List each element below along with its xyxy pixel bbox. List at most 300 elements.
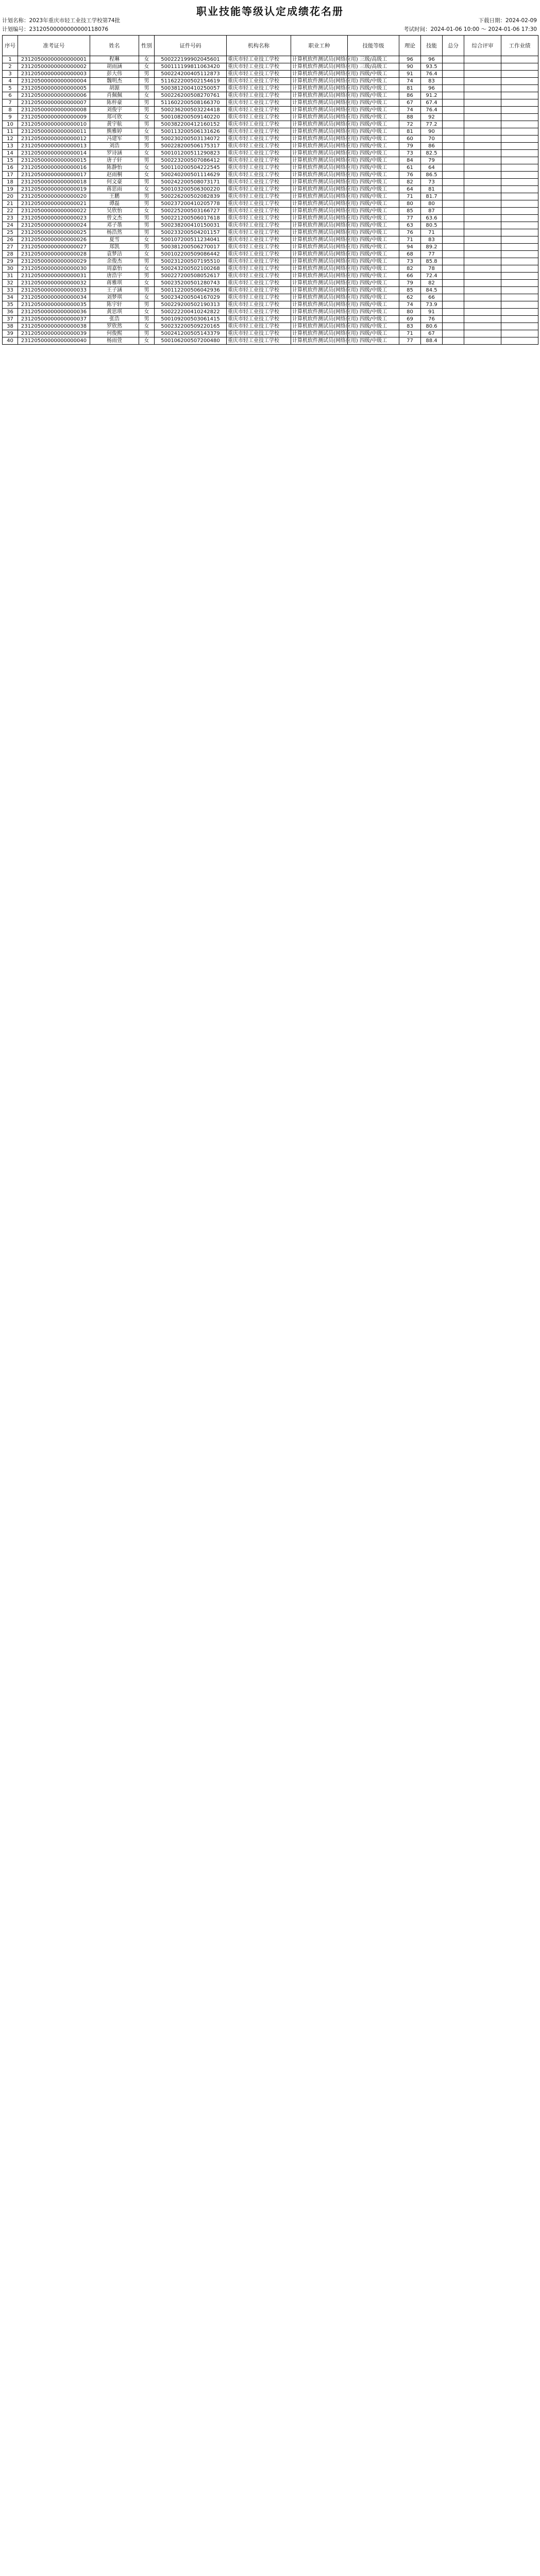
skill-level-cell: 四级/中级工	[348, 258, 399, 265]
theory-score-cell: 64	[399, 186, 421, 193]
total-score-cell	[443, 99, 464, 107]
skill-score-cell: 91.2	[421, 92, 443, 99]
institution-cell: 重庆市轻工业技工学校	[227, 85, 291, 92]
exam-number-cell: 23120500000000000012	[18, 135, 90, 143]
exam-time-line	[403, 26, 537, 33]
column-header: 职业工种	[291, 36, 348, 56]
id-number-cell: 500101200511290823	[155, 150, 227, 157]
occupation-cell: 计算机软件测试员(网络应用)	[291, 56, 348, 63]
gender-cell: 女	[139, 56, 155, 63]
skill-score-cell: 84.5	[421, 287, 443, 294]
skill-score-cell: 76.4	[421, 71, 443, 78]
comprehensive-review-cell	[464, 236, 501, 244]
work-performance-cell	[501, 215, 538, 222]
row-index-cell: 36	[3, 309, 18, 316]
skill-score-cell: 66	[421, 294, 443, 301]
institution-cell: 重庆市轻工业技工学校	[227, 164, 291, 172]
skill-level-cell: 四级/中级工	[348, 222, 399, 229]
occupation-cell: 计算机软件测试员(网络应用)	[291, 244, 348, 251]
exam-number-cell: 23120500000000000028	[18, 251, 90, 258]
comprehensive-review-cell	[464, 85, 501, 92]
work-performance-cell	[501, 157, 538, 164]
download-date-line	[478, 17, 537, 24]
work-performance-cell	[501, 143, 538, 150]
row-index-cell: 26	[3, 236, 18, 244]
row-index-cell: 2	[3, 63, 18, 71]
institution-cell: 重庆市轻工业技工学校	[227, 208, 291, 215]
occupation-cell: 计算机软件测试员(网络应用)	[291, 215, 348, 222]
name-cell: 唐浩宇	[90, 273, 139, 280]
table-row	[3, 71, 538, 78]
table-row	[3, 265, 538, 273]
exam-number-cell: 23120500000000000003	[18, 71, 90, 78]
gender-cell: 女	[139, 150, 155, 157]
table-header	[3, 36, 538, 56]
institution-cell: 重庆市轻工业技工学校	[227, 280, 291, 287]
work-performance-cell	[501, 294, 538, 301]
work-performance-cell	[501, 186, 538, 193]
occupation-cell: 计算机软件测试员(网络应用)	[291, 150, 348, 157]
exam-number-cell: 23120500000000000039	[18, 330, 90, 337]
id-number-cell: 500113200506131626	[155, 128, 227, 135]
exam-number-cell: 23120500000000000006	[18, 92, 90, 99]
gender-cell: 女	[139, 164, 155, 172]
comprehensive-review-cell	[464, 280, 501, 287]
skill-level-cell: 四级/中级工	[348, 229, 399, 236]
row-index-cell: 21	[3, 200, 18, 208]
table-row	[3, 186, 538, 193]
skill-level-cell: 四级/中级工	[348, 265, 399, 273]
theory-score-cell: 71	[399, 236, 421, 244]
skill-level-cell: 四级/中级工	[348, 164, 399, 172]
name-cell: 郑凯	[90, 244, 139, 251]
id-number-cell: 500236200503224418	[155, 107, 227, 114]
exam-number-cell: 23120500000000000011	[18, 128, 90, 135]
theory-score-cell: 81	[399, 128, 421, 135]
id-number-cell: 500227200508052617	[155, 273, 227, 280]
skill-level-cell: 四级/中级工	[348, 316, 399, 323]
comprehensive-review-cell	[464, 63, 501, 71]
exam-number-cell: 23120500000000000024	[18, 222, 90, 229]
institution-cell: 重庆市轻工业技工学校	[227, 107, 291, 114]
total-score-cell	[443, 179, 464, 186]
skill-level-cell: 四级/中级工	[348, 301, 399, 309]
table-row	[3, 215, 538, 222]
gender-cell: 女	[139, 63, 155, 71]
total-score-cell	[443, 85, 464, 92]
occupation-cell: 计算机软件测试员(网络应用)	[291, 251, 348, 258]
comprehensive-review-cell	[464, 294, 501, 301]
work-performance-cell	[501, 114, 538, 121]
skill-score-cell: 78	[421, 265, 443, 273]
skill-level-cell: 四级/中级工	[348, 135, 399, 143]
row-index-cell: 37	[3, 316, 18, 323]
name-cell: 夏雪	[90, 236, 139, 244]
comprehensive-review-cell	[464, 222, 501, 229]
total-score-cell	[443, 309, 464, 316]
total-score-cell	[443, 135, 464, 143]
table-row	[3, 309, 538, 316]
skill-level-cell: 四级/中级工	[348, 287, 399, 294]
id-number-cell: 500233200504201157	[155, 229, 227, 236]
occupation-cell: 计算机软件测试员(网络应用)	[291, 179, 348, 186]
theory-score-cell: 76	[399, 229, 421, 236]
work-performance-cell	[501, 258, 538, 265]
theory-score-cell: 72	[399, 121, 421, 128]
name-cell: 刘浩	[90, 143, 139, 150]
skill-level-cell: 四级/中级工	[348, 330, 399, 337]
id-number-cell: 500107200511234041	[155, 236, 227, 244]
gender-cell: 女	[139, 294, 155, 301]
table-row	[3, 107, 538, 114]
exam-number-cell: 23120500000000000031	[18, 273, 90, 280]
skill-score-cell: 88.4	[421, 337, 443, 345]
theory-score-cell: 77	[399, 215, 421, 222]
name-cell: 程琳	[90, 56, 139, 63]
row-index-cell: 15	[3, 157, 18, 164]
comprehensive-review-cell	[464, 150, 501, 157]
total-score-cell	[443, 330, 464, 337]
occupation-cell: 计算机软件测试员(网络应用)	[291, 85, 348, 92]
id-number-cell: 500109200503061415	[155, 316, 227, 323]
theory-score-cell: 74	[399, 107, 421, 114]
exam-number-cell: 23120500000000000036	[18, 309, 90, 316]
occupation-cell: 计算机软件测试员(网络应用)	[291, 323, 348, 330]
institution-cell: 重庆市轻工业技工学校	[227, 128, 291, 135]
occupation-cell: 计算机软件测试员(网络应用)	[291, 157, 348, 164]
exam-number-cell: 23120500000000000010	[18, 121, 90, 128]
skill-score-cell: 64	[421, 164, 443, 172]
institution-cell: 重庆市轻工业技工学校	[227, 121, 291, 128]
gender-cell: 男	[139, 287, 155, 294]
institution-cell: 重庆市轻工业技工学校	[227, 323, 291, 330]
name-cell: 陈梓豪	[90, 99, 139, 107]
column-header: 性别	[139, 36, 155, 56]
work-performance-cell	[501, 179, 538, 186]
institution-cell: 重庆市轻工业技工学校	[227, 92, 291, 99]
institution-cell: 重庆市轻工业技工学校	[227, 301, 291, 309]
table-row	[3, 337, 538, 345]
comprehensive-review-cell	[464, 273, 501, 280]
work-performance-cell	[501, 71, 538, 78]
name-cell: 陈静怡	[90, 164, 139, 172]
name-cell: 王鹏	[90, 193, 139, 200]
occupation-cell: 计算机软件测试员(网络应用)	[291, 71, 348, 78]
theory-score-cell: 79	[399, 280, 421, 287]
table-row	[3, 135, 538, 143]
total-score-cell	[443, 287, 464, 294]
download-date-label: 下载日期：	[478, 18, 505, 24]
occupation-cell: 计算机软件测试员(网络应用)	[291, 287, 348, 294]
work-performance-cell	[501, 316, 538, 323]
institution-cell: 重庆市轻工业技工学校	[227, 172, 291, 179]
skill-score-cell: 77	[421, 251, 443, 258]
id-number-cell: 500231200507195510	[155, 258, 227, 265]
id-number-cell: 500382200412160152	[155, 121, 227, 128]
exam-number-cell: 23120500000000000025	[18, 229, 90, 236]
skill-level-cell: 三级/高级工	[348, 56, 399, 63]
exam-number-cell: 23120500000000000015	[18, 157, 90, 164]
row-index-cell: 22	[3, 208, 18, 215]
download-date-value: 2024-02-09	[505, 18, 537, 24]
gender-cell: 男	[139, 143, 155, 150]
skill-level-cell: 四级/中级工	[348, 273, 399, 280]
comprehensive-review-cell	[464, 200, 501, 208]
column-header: 综合评审	[464, 36, 501, 56]
skill-score-cell: 93.5	[421, 63, 443, 71]
table-row	[3, 294, 538, 301]
name-cell: 余俊杰	[90, 258, 139, 265]
id-number-cell: 500222199902045601	[155, 56, 227, 63]
column-header: 工作业绩	[501, 36, 538, 56]
row-index-cell: 11	[3, 128, 18, 135]
institution-cell: 重庆市轻工业技工学校	[227, 135, 291, 143]
skill-score-cell: 80.5	[421, 222, 443, 229]
skill-level-cell: 四级/中级工	[348, 208, 399, 215]
column-header: 总分	[443, 36, 464, 56]
plan-number-line	[2, 26, 108, 33]
skill-score-cell: 83	[421, 236, 443, 244]
work-performance-cell	[501, 309, 538, 316]
skill-score-cell: 87	[421, 208, 443, 215]
row-index-cell: 1	[3, 56, 18, 63]
skill-level-cell: 四级/中级工	[348, 107, 399, 114]
row-index-cell: 25	[3, 229, 18, 236]
theory-score-cell: 74	[399, 301, 421, 309]
occupation-cell: 计算机软件测试员(网络应用)	[291, 265, 348, 273]
theory-score-cell: 62	[399, 294, 421, 301]
theory-score-cell: 91	[399, 71, 421, 78]
table-row	[3, 258, 538, 265]
institution-cell: 重庆市轻工业技工学校	[227, 244, 291, 251]
theory-score-cell: 94	[399, 244, 421, 251]
occupation-cell: 计算机软件测试员(网络应用)	[291, 330, 348, 337]
id-number-cell: 500229200502190313	[155, 301, 227, 309]
skill-score-cell: 76	[421, 316, 443, 323]
gender-cell: 男	[139, 121, 155, 128]
work-performance-cell	[501, 229, 538, 236]
gender-cell: 男	[139, 135, 155, 143]
theory-score-cell: 66	[399, 273, 421, 280]
skill-score-cell: 63.6	[421, 215, 443, 222]
id-number-cell: 500232200509220165	[155, 323, 227, 330]
row-index-cell: 24	[3, 222, 18, 229]
occupation-cell: 计算机软件测试员(网络应用)	[291, 200, 348, 208]
skill-level-cell: 四级/中级工	[348, 280, 399, 287]
institution-cell: 重庆市轻工业技工学校	[227, 56, 291, 63]
exam-number-cell: 23120500000000000008	[18, 107, 90, 114]
exam-number-cell: 23120500000000000027	[18, 244, 90, 251]
theory-score-cell: 81	[399, 85, 421, 92]
comprehensive-review-cell	[464, 107, 501, 114]
id-number-cell: 500237200410205778	[155, 200, 227, 208]
occupation-cell: 计算机软件测试员(网络应用)	[291, 135, 348, 143]
comprehensive-review-cell	[464, 143, 501, 150]
work-performance-cell	[501, 99, 538, 107]
theory-score-cell: 86	[399, 92, 421, 99]
name-cell: 刘俊宇	[90, 107, 139, 114]
header-row	[3, 36, 538, 56]
exam-number-cell: 23120500000000000020	[18, 193, 90, 200]
row-index-cell: 3	[3, 71, 18, 78]
skill-level-cell: 四级/中级工	[348, 215, 399, 222]
name-cell: 胡源	[90, 85, 139, 92]
total-score-cell	[443, 121, 464, 128]
gender-cell: 女	[139, 323, 155, 330]
table-row	[3, 143, 538, 150]
occupation-cell: 计算机软件测试员(网络应用)	[291, 143, 348, 150]
occupation-cell: 计算机软件测试员(网络应用)	[291, 337, 348, 345]
theory-score-cell: 71	[399, 330, 421, 337]
id-number-cell: 511602200508166370	[155, 99, 227, 107]
gender-cell: 女	[139, 114, 155, 121]
comprehensive-review-cell	[464, 135, 501, 143]
work-performance-cell	[501, 63, 538, 71]
skill-score-cell: 81	[421, 186, 443, 193]
row-index-cell: 17	[3, 172, 18, 179]
skill-level-cell: 四级/中级工	[348, 251, 399, 258]
skill-score-cell: 80	[421, 200, 443, 208]
skill-level-cell: 四级/中级工	[348, 236, 399, 244]
table-row	[3, 236, 538, 244]
row-index-cell: 13	[3, 143, 18, 150]
comprehensive-review-cell	[464, 309, 501, 316]
total-score-cell	[443, 172, 464, 179]
skill-level-cell: 四级/中级工	[348, 186, 399, 193]
institution-cell: 重庆市轻工业技工学校	[227, 222, 291, 229]
exam-number-cell: 23120500000000000014	[18, 150, 90, 157]
comprehensive-review-cell	[464, 323, 501, 330]
gender-cell: 男	[139, 229, 155, 236]
institution-cell: 重庆市轻工业技工学校	[227, 251, 291, 258]
total-score-cell	[443, 71, 464, 78]
comprehensive-review-cell	[464, 179, 501, 186]
table-row	[3, 121, 538, 128]
row-index-cell: 5	[3, 85, 18, 92]
skill-score-cell: 77.2	[421, 121, 443, 128]
theory-score-cell: 63	[399, 222, 421, 229]
row-index-cell: 23	[3, 215, 18, 222]
theory-score-cell: 83	[399, 323, 421, 330]
occupation-cell: 计算机软件测试员(网络应用)	[291, 273, 348, 280]
skill-score-cell: 79	[421, 157, 443, 164]
total-score-cell	[443, 63, 464, 71]
name-cell: 赵雨桐	[90, 172, 139, 179]
gender-cell: 男	[139, 316, 155, 323]
table-row	[3, 164, 538, 172]
gender-cell: 男	[139, 71, 155, 78]
row-index-cell: 28	[3, 251, 18, 258]
row-index-cell: 34	[3, 294, 18, 301]
comprehensive-review-cell	[464, 164, 501, 172]
gender-cell: 男	[139, 107, 155, 114]
skill-level-cell: 四级/中级工	[348, 244, 399, 251]
name-cell: 袁梦洁	[90, 251, 139, 258]
work-performance-cell	[501, 200, 538, 208]
comprehensive-review-cell	[464, 186, 501, 193]
gender-cell: 男	[139, 222, 155, 229]
work-performance-cell	[501, 244, 538, 251]
comprehensive-review-cell	[464, 330, 501, 337]
occupation-cell: 计算机软件测试员(网络应用)	[291, 301, 348, 309]
work-performance-cell	[501, 107, 538, 114]
table-row	[3, 273, 538, 280]
name-cell: 黄思琪	[90, 309, 139, 316]
column-header: 技能等级	[348, 36, 399, 56]
table-row	[3, 85, 538, 92]
row-index-cell: 39	[3, 330, 18, 337]
skill-score-cell: 82.5	[421, 150, 443, 157]
score-table	[2, 35, 538, 345]
exam-number-cell: 23120500000000000030	[18, 265, 90, 273]
total-score-cell	[443, 229, 464, 236]
name-cell: 冯建军	[90, 135, 139, 143]
skill-score-cell: 72.4	[421, 273, 443, 280]
work-performance-cell	[501, 236, 538, 244]
gender-cell: 女	[139, 280, 155, 287]
table-row	[3, 200, 538, 208]
exam-number-cell: 23120500000000000038	[18, 323, 90, 330]
occupation-cell: 计算机软件测试员(网络应用)	[291, 121, 348, 128]
skill-score-cell: 86	[421, 143, 443, 150]
exam-number-cell: 23120500000000000034	[18, 294, 90, 301]
id-number-cell: 500381200410250057	[155, 85, 227, 92]
id-number-cell: 500230200503134072	[155, 135, 227, 143]
institution-cell: 重庆市轻工业技工学校	[227, 258, 291, 265]
skill-score-cell: 73	[421, 179, 443, 186]
skill-score-cell: 91	[421, 309, 443, 316]
gender-cell: 男	[139, 258, 155, 265]
id-number-cell: 500241200505143379	[155, 330, 227, 337]
skill-level-cell: 四级/中级工	[348, 85, 399, 92]
name-cell: 曾文杰	[90, 215, 139, 222]
total-score-cell	[443, 215, 464, 222]
table-row	[3, 229, 538, 236]
occupation-cell: 计算机软件测试员(网络应用)	[291, 78, 348, 85]
row-index-cell: 29	[3, 258, 18, 265]
total-score-cell	[443, 208, 464, 215]
row-index-cell: 40	[3, 337, 18, 345]
work-performance-cell	[501, 56, 538, 63]
exam-number-cell: 23120500000000000019	[18, 186, 90, 193]
plan-number-label: 计划编号：	[2, 26, 29, 32]
total-score-cell	[443, 164, 464, 172]
occupation-cell: 计算机软件测试员(网络应用)	[291, 63, 348, 71]
row-index-cell: 10	[3, 121, 18, 128]
gender-cell: 男	[139, 330, 155, 337]
name-cell: 肖佩佩	[90, 92, 139, 99]
occupation-cell: 计算机软件测试员(网络应用)	[291, 172, 348, 179]
total-score-cell	[443, 236, 464, 244]
work-performance-cell	[501, 273, 538, 280]
work-performance-cell	[501, 164, 538, 172]
id-number-cell: 500235200501280743	[155, 280, 227, 287]
occupation-cell: 计算机软件测试员(网络应用)	[291, 280, 348, 287]
comprehensive-review-cell	[464, 121, 501, 128]
skill-score-cell: 96	[421, 56, 443, 63]
comprehensive-review-cell	[464, 265, 501, 273]
occupation-cell: 计算机软件测试员(网络应用)	[291, 114, 348, 121]
total-score-cell	[443, 244, 464, 251]
skill-score-cell: 96	[421, 85, 443, 92]
work-performance-cell	[501, 150, 538, 157]
occupation-cell: 计算机软件测试员(网络应用)	[291, 309, 348, 316]
name-cell: 黄宇航	[90, 121, 139, 128]
skill-level-cell: 四级/中级工	[348, 309, 399, 316]
theory-score-cell: 80	[399, 200, 421, 208]
exam-time-label: 考试时间：	[403, 26, 431, 32]
comprehensive-review-cell	[464, 337, 501, 345]
